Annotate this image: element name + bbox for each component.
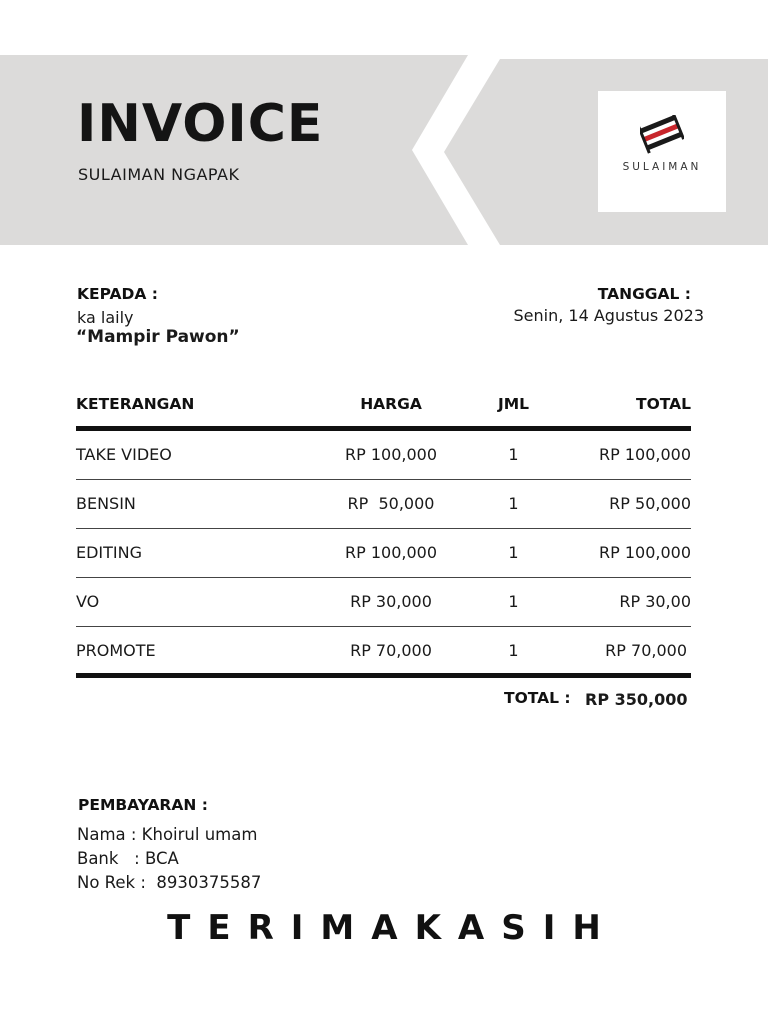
row-item: TAKE VIDEO — [76, 445, 172, 464]
thank-you-text: TERIMAKASIH — [167, 908, 618, 948]
row-total: RP 70,000 — [605, 641, 687, 660]
row-price: RP 70,000 — [350, 641, 432, 660]
col-header-total: TOTAL — [636, 395, 691, 413]
table-row — [76, 578, 691, 627]
row-total: RP 100,000 — [598, 543, 691, 562]
row-item: VO — [76, 592, 100, 611]
date-value: Senin, 14 Agustus 2023 — [513, 306, 704, 325]
row-item: BENSIN — [76, 494, 136, 513]
row-qty: 1 — [508, 592, 519, 611]
table-row — [76, 627, 691, 678]
row-item: EDITING — [76, 543, 143, 562]
row-total: RP 30,00 — [619, 592, 691, 611]
company-name: SULAIMAN NGAPAK — [78, 165, 240, 184]
date-label: TANGGAL : — [597, 285, 691, 303]
table-header — [76, 392, 691, 431]
row-price: RP 100,000 — [344, 543, 437, 562]
company-logo — [598, 91, 726, 212]
row-qty: 1 — [508, 543, 519, 562]
row-total: RP 50,000 — [609, 494, 691, 513]
payment-label: PEMBAYARAN : — [78, 796, 208, 814]
bill-to-name: ka laily — [77, 308, 134, 327]
row-price: RP 50,000 — [347, 494, 435, 513]
bill-to-label: KEPADA : — [77, 285, 158, 303]
bill-to-company: “Mampir Pawon” — [76, 327, 240, 347]
row-total: RP 100,000 — [598, 445, 691, 464]
items-table — [76, 392, 691, 678]
invoice-title: INVOICE — [77, 94, 324, 154]
col-header-description: KETERANGAN — [76, 395, 195, 413]
table-row — [76, 431, 691, 480]
grand-total-value: RP 350,000 — [585, 690, 688, 709]
table-row — [76, 529, 691, 578]
payment-account-number: No Rek : 8930375587 — [77, 873, 262, 892]
logo-text: SULAIMAN — [622, 161, 702, 173]
table-row — [76, 480, 691, 529]
logo-mark-icon — [640, 115, 684, 155]
payment-account-name: Nama : Khoirul umam — [77, 825, 258, 844]
col-header-price: HARGA — [360, 395, 422, 413]
row-qty: 1 — [508, 641, 519, 660]
col-header-qty: JML — [497, 395, 530, 413]
row-qty: 1 — [508, 445, 519, 464]
row-price: RP 30,000 — [350, 592, 432, 611]
payment-bank: Bank : BCA — [77, 849, 179, 868]
row-qty: 1 — [508, 494, 519, 513]
grand-total-label: TOTAL : — [504, 689, 571, 707]
row-price: RP 100,000 — [344, 445, 437, 464]
row-item: PROMOTE — [76, 641, 156, 660]
